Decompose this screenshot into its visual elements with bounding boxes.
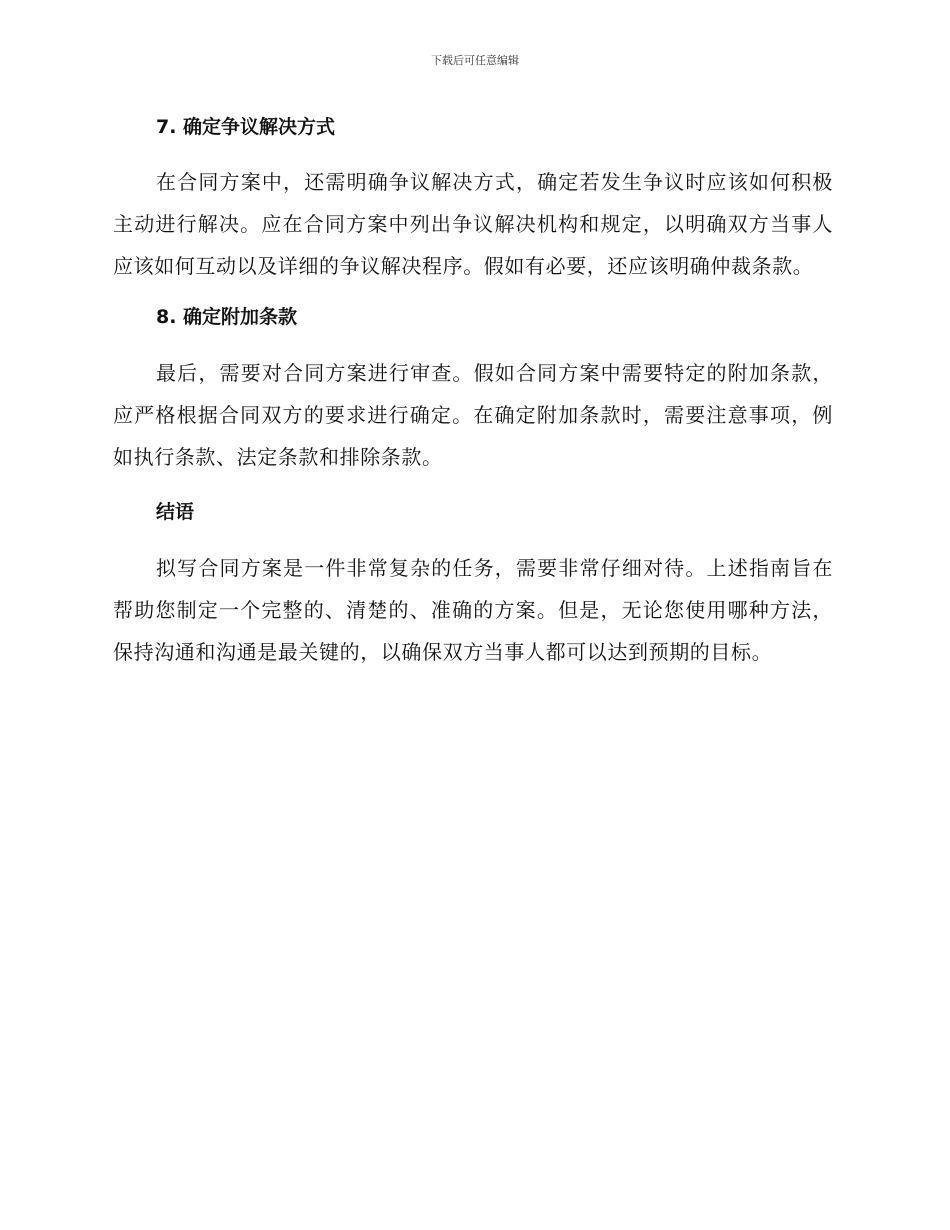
section-heading-additional-terms: 8. 确定附加条款: [156, 306, 298, 328]
section-heading-conclusion: 结语: [156, 501, 195, 523]
section-body-conclusion: 拟写合同方案是一件非常复杂的任务，需要非常仔细对待。上述指南旨在帮助您制定一个完整的、清楚的、准确的方案。但是，无论您使用哪种方法，保持沟通和沟通是最关键的，以确保双方当事人都可以达到预期的目标。: [113, 556, 833, 664]
section-heading-dispute-resolution: 7. 确定争议解决方式: [156, 116, 336, 138]
section-body-dispute-resolution: 在合同方案中，还需明确争议解决方式，确定若发生争议时应该如何积极主动进行解决。应在合同方案中列出争议解决机构和规定，以明确双方当事人应该如何互动以及详细的争议解决程序。假如有必要，还应该明确仲裁条款。: [113, 170, 833, 278]
document-content: [113, 110, 833, 673]
page-header: 下载后可任意编辑: [431, 54, 519, 67]
section-body-additional-terms: 最后，需要对合同方案进行审查。假如合同方案中需要特定的附加条款，应严格根据合同双方的要求进行确定。在确定附加条款时，需要注意事项，例如执行条款、法定条款和排除条款。: [113, 361, 833, 469]
